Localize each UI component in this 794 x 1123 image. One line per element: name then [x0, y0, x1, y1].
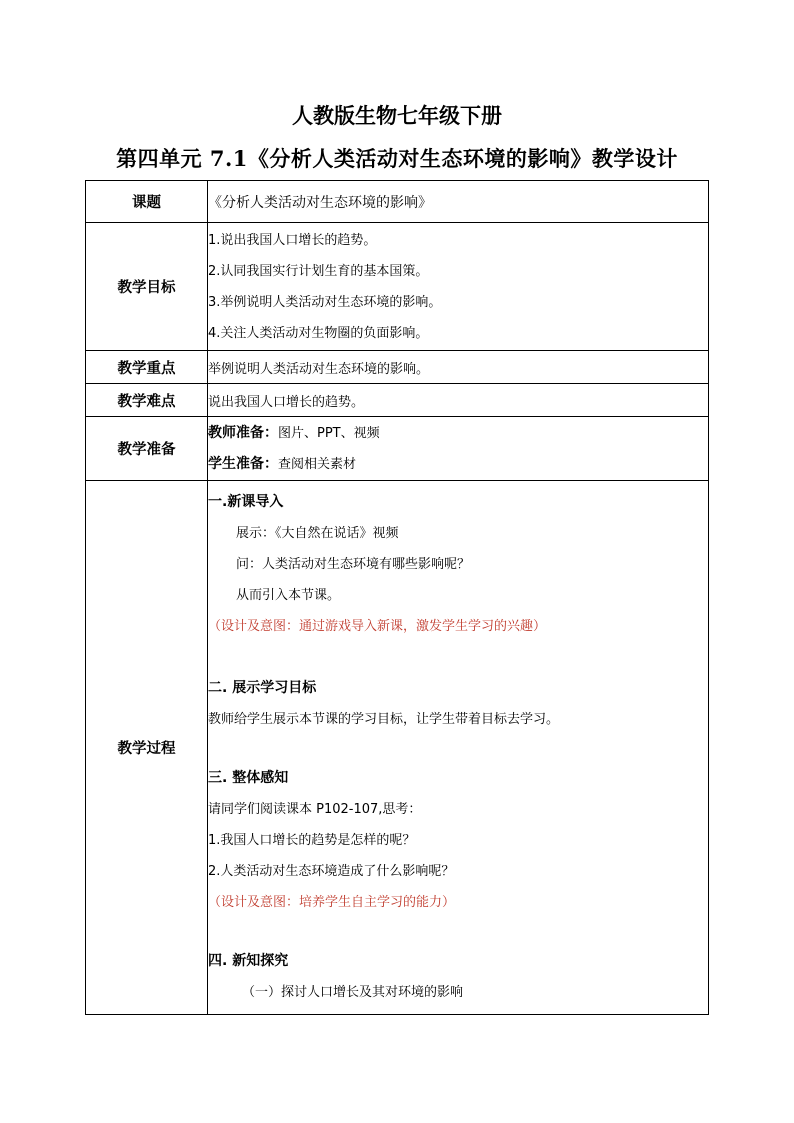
topic-value: 《分析人类活动对生态环境的影响》 — [208, 181, 709, 223]
section-1-design-note: （设计及意图：通过游戏导入新课，激发学生学习的兴趣） — [208, 619, 547, 634]
spacer — [208, 642, 708, 673]
section-1-line: 展示：《大自然在说话》视频 — [236, 526, 399, 541]
objective-item: 4.关注人类活动对生物圈的负面影响。 — [208, 325, 429, 341]
row-objectives — [86, 223, 709, 351]
difficulty-value: 说出我国人口增长的趋势。 — [208, 384, 709, 417]
section-3-design-note: （设计及意图：培养学生自主学习的能力） — [208, 895, 456, 910]
process-label: 教学过程 — [86, 481, 208, 1015]
section-1-heading: 一.新课导入 — [208, 494, 284, 510]
student-preparation-value: 查阅相关素材 — [278, 456, 357, 472]
topic-label: 课题 — [86, 181, 208, 223]
section-4-line: （一）探讨人口增长及其对环境的影响 — [242, 985, 464, 1000]
section-3-line: 请同学们阅读课本 P102-107,思考： — [208, 802, 422, 817]
row-preparation — [86, 417, 709, 481]
key-point-label: 教学重点 — [86, 351, 208, 384]
row-key-point — [86, 351, 709, 384]
lesson-plan-table — [85, 180, 709, 1015]
student-preparation — [208, 449, 708, 480]
objective-item: 2.认同我国实行计划生育的基本国策。 — [208, 263, 429, 279]
objectives-label: 教学目标 — [86, 223, 208, 351]
student-preparation-key: 学生准备： — [208, 455, 278, 472]
document-subtitle: 第四单元 7.1《分析人类活动对生态环境的影响》教学设计 — [116, 146, 678, 171]
section-2-line: 教师给学生展示本节课的学习目标，让学生带着目标去学习。 — [208, 712, 560, 727]
section-4-heading: 四. 新知探究 — [208, 953, 289, 969]
document-title: 人教版生物七年级下册 — [292, 103, 502, 128]
process-content — [208, 481, 709, 1015]
key-point-value: 举例说明人类活动对生态环境的影响。 — [208, 351, 709, 384]
preparation-content — [208, 417, 709, 481]
objectives-list — [208, 223, 709, 351]
section-3-line: 1.我国人口增长的趋势是怎样的呢？ — [208, 833, 416, 848]
spacer — [208, 918, 708, 946]
section-3-heading: 三. 整体感知 — [208, 770, 289, 786]
preparation-label: 教学准备 — [86, 417, 208, 481]
objective-item: 3.举例说明人类活动对生态环境的影响。 — [208, 294, 442, 310]
difficulty-label: 教学难点 — [86, 384, 208, 417]
spacer — [208, 735, 708, 763]
teacher-preparation-key: 教师准备： — [208, 424, 278, 441]
row-process — [86, 481, 709, 1015]
row-topic — [86, 181, 709, 223]
section-3-line: 2.人类活动对生态环境造成了什么影响呢？ — [208, 864, 455, 879]
objective-item: 1.说出我国人口增长的趋势。 — [208, 232, 377, 248]
section-2-heading: 二. 展示学习目标 — [208, 680, 317, 696]
row-difficulty — [86, 384, 709, 417]
section-1-line: 从而引入本节课。 — [236, 588, 341, 603]
section-1-line: 问：人类活动对生态环境有哪些影响呢？ — [236, 557, 471, 572]
teacher-preparation — [208, 418, 708, 449]
teacher-preparation-value: 图片、PPT、视频 — [278, 425, 380, 441]
